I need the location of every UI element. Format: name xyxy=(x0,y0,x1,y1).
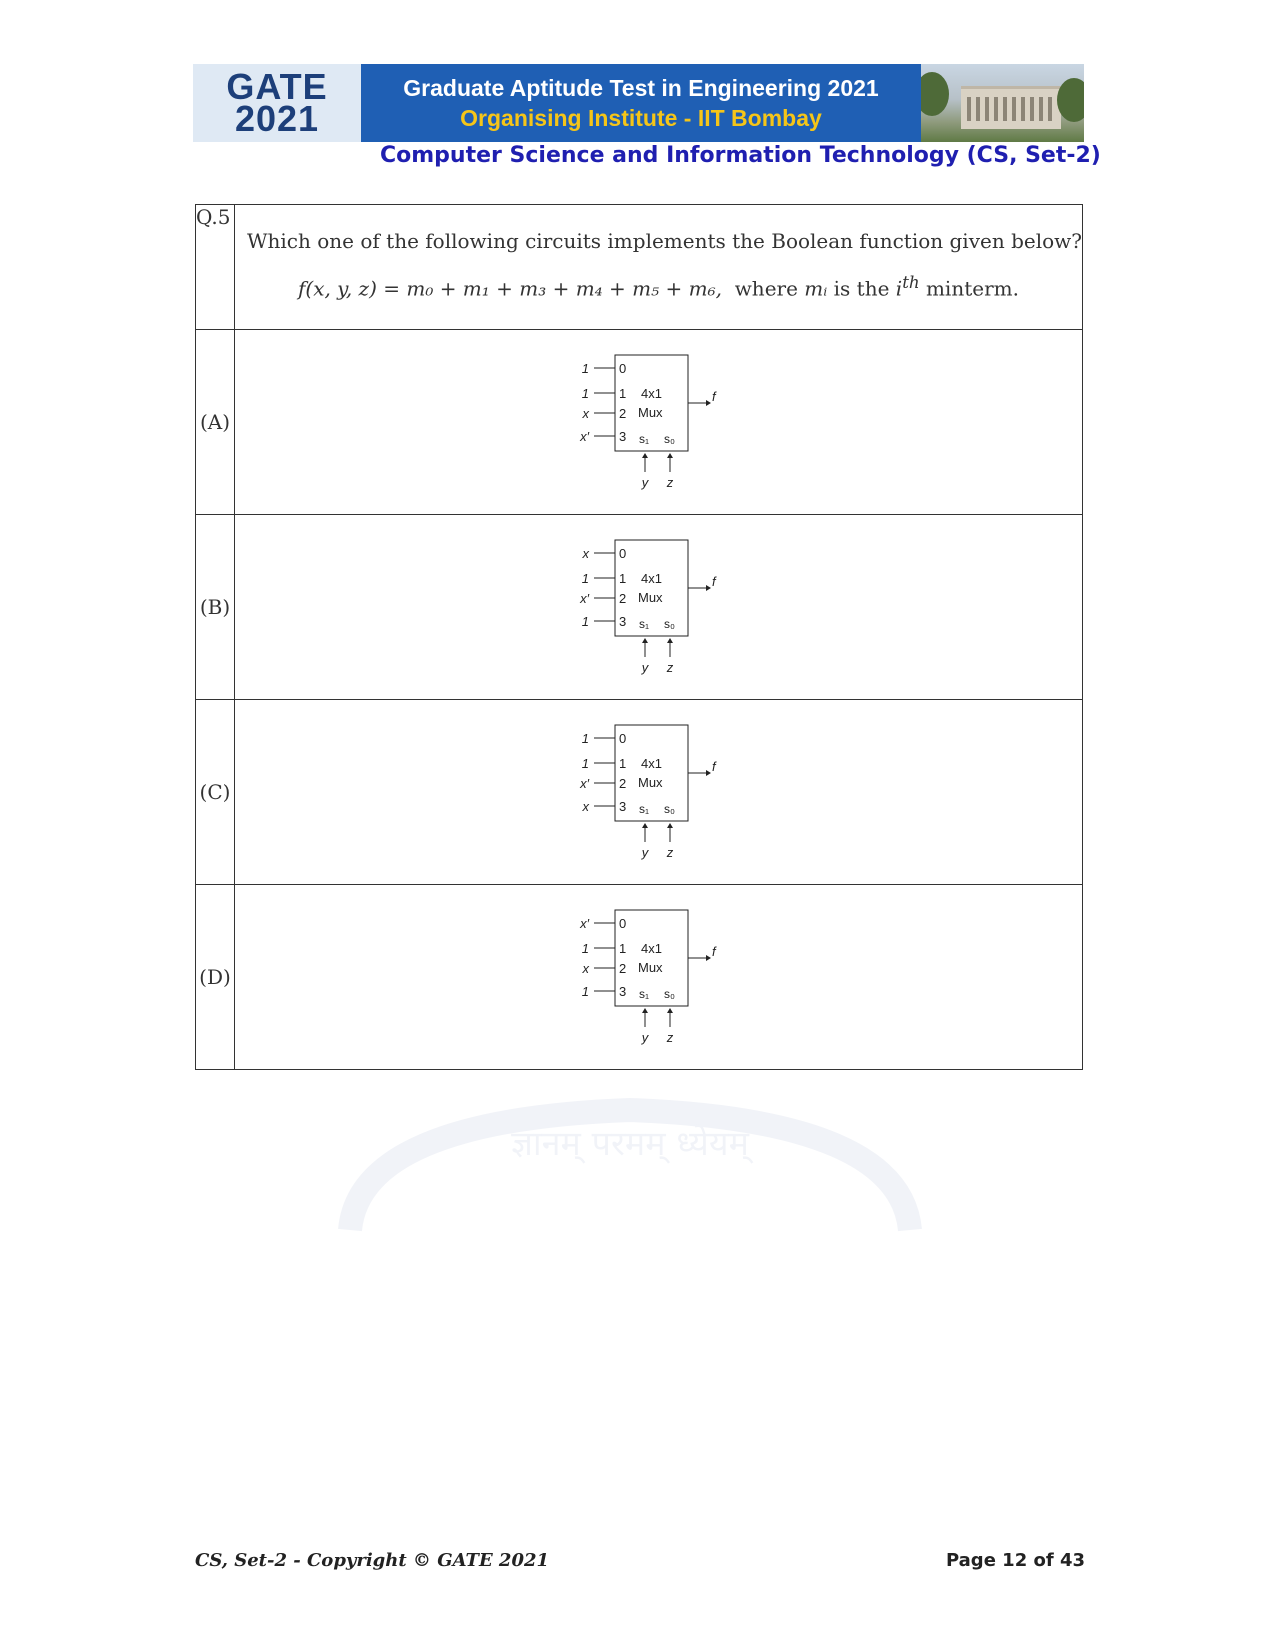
formula-lhs: f(x, y, z) = m₀ + m₁ + m₃ + m₄ + m₅ + m₆, xyxy=(297,276,722,301)
mux-name: 4x1 xyxy=(641,756,663,771)
select-label: s₀ xyxy=(664,432,676,446)
arrow-up-icon xyxy=(667,823,673,828)
port-label: 3 xyxy=(619,429,627,444)
footer-page-number: Page 12 of 43 xyxy=(945,1550,1085,1571)
input-label: 1 xyxy=(582,941,590,956)
logo-gate-text: GATE xyxy=(226,66,328,107)
logo-year-text: 2021 xyxy=(234,98,320,139)
port-label: 3 xyxy=(619,614,627,629)
select-input-label: y xyxy=(642,845,649,860)
select-label: s₁ xyxy=(639,987,650,1001)
mux-svg xyxy=(560,721,720,863)
input-label: 1 xyxy=(582,571,590,586)
mux-svg xyxy=(560,351,720,493)
mux-name: Mux xyxy=(638,960,664,975)
output-label: f xyxy=(712,944,717,959)
formula-end: minterm. xyxy=(925,276,1019,301)
select-label: s₀ xyxy=(664,617,676,631)
mux-name: Mux xyxy=(638,405,664,420)
mux-diagram xyxy=(560,906,720,1048)
port-label: 2 xyxy=(619,776,627,791)
gate-logo xyxy=(193,64,361,142)
campus-photo xyxy=(921,64,1084,142)
output-label: f xyxy=(712,389,717,404)
select-input-label: z xyxy=(667,475,674,490)
arrow-icon xyxy=(706,585,711,591)
formula-th: th xyxy=(902,273,920,292)
input-label: 1 xyxy=(582,386,590,401)
formula-mi: mᵢ xyxy=(804,276,828,301)
option-label: (A) xyxy=(196,330,235,515)
mux-name: Mux xyxy=(638,775,664,790)
iitb-watermark xyxy=(330,1080,930,1250)
option-diagram xyxy=(234,700,1082,885)
input-label: x xyxy=(582,961,590,976)
arrow-icon xyxy=(706,770,711,776)
select-input-label: y xyxy=(642,475,649,490)
port-label: 3 xyxy=(619,799,627,814)
port-label: 1 xyxy=(619,941,627,956)
arrow-up-icon xyxy=(667,453,673,458)
mux-name: 4x1 xyxy=(641,571,663,586)
arrow-up-icon xyxy=(642,453,648,458)
formula-is-the: is the xyxy=(833,276,890,301)
arrow-up-icon xyxy=(667,638,673,643)
input-label: x xyxy=(582,406,590,421)
question-stem xyxy=(234,205,1082,330)
banner-subtitle: Organising Institute - IIT Bombay xyxy=(460,105,822,131)
input-label: 1 xyxy=(582,756,590,771)
arrow-up-icon xyxy=(642,1008,648,1013)
select-input-label: z xyxy=(667,1030,674,1045)
input-label: 1 xyxy=(582,984,590,999)
mux-diagram xyxy=(560,721,720,863)
option-row-d[interactable] xyxy=(196,885,1083,1070)
arrow-up-icon xyxy=(642,823,648,828)
arrow-icon xyxy=(706,955,711,961)
input-label: 1 xyxy=(582,614,590,629)
arrow-up-icon xyxy=(667,1008,673,1013)
subject-title: Computer Science and Information Technology (CS, Set-2) xyxy=(380,143,1101,168)
port-label: 1 xyxy=(619,386,627,401)
option-label: (B) xyxy=(196,515,235,700)
tree-image xyxy=(1057,78,1084,122)
port-label: 0 xyxy=(619,916,627,931)
formula-where: where xyxy=(734,276,798,301)
input-label: x′ xyxy=(580,916,590,931)
option-diagram xyxy=(234,885,1082,1070)
question-text: Which one of the following circuits implements the Boolean function given below? xyxy=(246,229,1082,253)
option-label: (D) xyxy=(196,885,235,1070)
output-label: f xyxy=(712,759,717,774)
port-label: 0 xyxy=(619,546,627,561)
option-row-a[interactable] xyxy=(196,330,1083,515)
option-diagram xyxy=(234,330,1082,515)
question-row xyxy=(196,205,1083,330)
input-label: x′ xyxy=(580,776,590,791)
watermark-motto: ज्ञानम् परमम् ध्येयम् xyxy=(511,1124,749,1164)
banner-title: Graduate Aptitude Test in Engineering 2021 xyxy=(403,75,879,101)
select-label: s₁ xyxy=(639,802,650,816)
input-label: x′ xyxy=(580,591,590,606)
mux-name: Mux xyxy=(638,590,664,605)
question-formula xyxy=(235,273,1082,301)
question-number: Q.5 xyxy=(196,205,235,330)
port-label: 3 xyxy=(619,984,627,999)
option-row-b[interactable] xyxy=(196,515,1083,700)
input-label: 1 xyxy=(582,361,590,376)
select-label: s₀ xyxy=(664,802,676,816)
select-input-label: z xyxy=(667,660,674,675)
select-label: s₁ xyxy=(639,617,650,631)
mux-name: 4x1 xyxy=(641,941,663,956)
mux-svg xyxy=(560,536,720,678)
input-label: x xyxy=(582,546,590,561)
arrow-up-icon xyxy=(642,638,648,643)
option-label: (C) xyxy=(196,700,235,885)
tree-image xyxy=(921,72,949,116)
input-label: x′ xyxy=(580,429,590,444)
port-label: 1 xyxy=(619,756,627,771)
select-label: s₀ xyxy=(664,987,676,1001)
header-banner xyxy=(193,64,1084,142)
option-row-c[interactable] xyxy=(196,700,1083,885)
footer-copyright: CS, Set-2 - Copyright © GATE 2021 xyxy=(195,1550,550,1571)
select-input-label: y xyxy=(642,1030,649,1045)
mux-svg xyxy=(560,906,720,1048)
mux-name: 4x1 xyxy=(641,386,663,401)
port-label: 1 xyxy=(619,571,627,586)
select-input-label: z xyxy=(667,845,674,860)
port-label: 2 xyxy=(619,961,627,976)
port-label: 0 xyxy=(619,361,627,376)
output-label: f xyxy=(712,574,717,589)
input-label: x xyxy=(582,799,590,814)
port-label: 0 xyxy=(619,731,627,746)
port-label: 2 xyxy=(619,406,627,421)
mux-diagram xyxy=(560,351,720,493)
question-table xyxy=(195,204,1083,1070)
select-label: s₁ xyxy=(639,432,650,446)
option-diagram xyxy=(234,515,1082,700)
formula-i: i xyxy=(895,276,903,301)
arrow-icon xyxy=(706,400,711,406)
building-image xyxy=(961,86,1061,129)
select-input-label: y xyxy=(642,660,649,675)
input-label: 1 xyxy=(582,731,590,746)
port-label: 2 xyxy=(619,591,627,606)
banner-title-box xyxy=(361,64,921,142)
mux-diagram xyxy=(560,536,720,678)
